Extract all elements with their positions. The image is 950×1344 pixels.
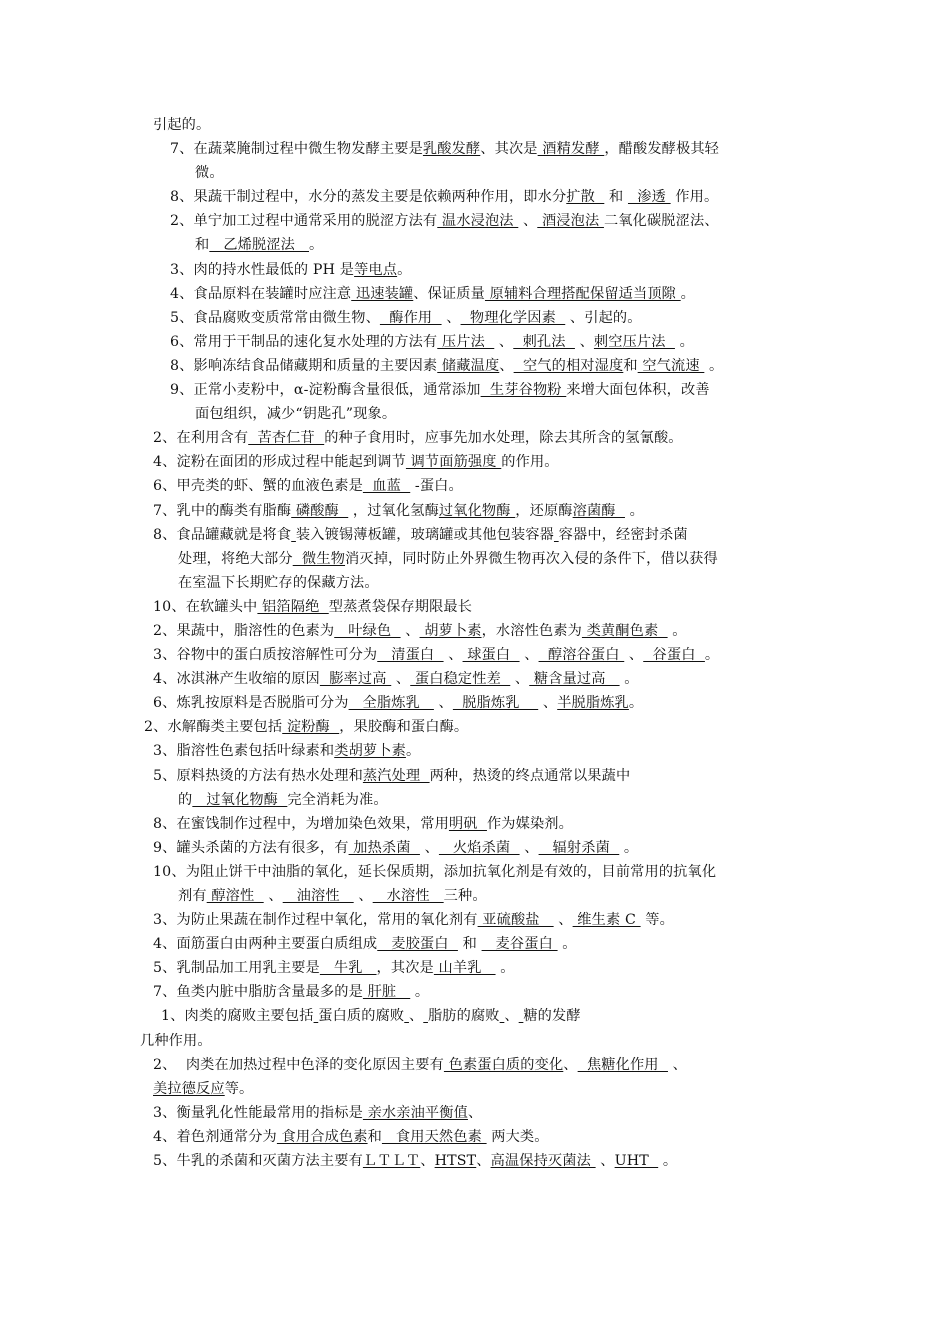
- answer-blank: 醇溶谷蛋白: [538, 647, 625, 664]
- text-line: [0, 185, 950, 209]
- text-segment: 6、常用于干制品的速化复水处理的方法有: [170, 333, 438, 350]
- text-segment: 、: [400, 622, 420, 639]
- text-segment: 、: [441, 309, 461, 326]
- text-line: [0, 209, 950, 233]
- answer-blank: 乙烯脱涩法: [209, 237, 309, 254]
- text-segment: 8、影响冻结食品储藏期和质量的主要因素: [170, 357, 438, 374]
- answer-blank: 刺空压片法: [593, 333, 675, 350]
- answer-blank: 维生素 C: [572, 912, 641, 929]
- answer-blank: 全脂炼乳: [348, 695, 434, 712]
- text-segment: 、: [420, 1153, 435, 1170]
- text-segment: 4、面筋蛋白由两种主要蛋白质组成: [153, 936, 378, 953]
- answer-blank: 亚硫酸盐: [477, 912, 554, 929]
- text-segment: 糖的发酵: [523, 1008, 581, 1025]
- text-segment: 和: [367, 1128, 382, 1145]
- text-segment: 。: [557, 936, 577, 953]
- answer-blank: ＬＴＬＴ: [362, 1153, 421, 1170]
- text-line: [0, 836, 950, 860]
- text-segment: 8、食品罐藏就是将食: [153, 526, 292, 543]
- text-segment: 、: [408, 1008, 424, 1025]
- answer-blank: 酒浸泡法: [537, 213, 604, 230]
- text-segment: 6、炼乳按原料是否脱脂可分为: [153, 695, 349, 712]
- text-line: [0, 306, 950, 330]
- text-segment: 来增大面包体积，改善: [566, 382, 710, 399]
- text-line: [0, 523, 950, 547]
- text-segment: 。: [624, 502, 644, 519]
- text-segment: 二氧化碳脱涩法、: [603, 213, 719, 230]
- answer-blank: 迅速装罐: [351, 285, 414, 302]
- text-line: [0, 691, 950, 715]
- text-segment: 3、谷物中的蛋白质按溶解性可分为: [153, 647, 378, 664]
- text-line: [0, 426, 950, 450]
- text-segment: 、: [391, 671, 411, 688]
- text-segment: 消灭掉，同时防止外界微生物再次入侵的条件下，借以获得: [345, 550, 718, 567]
- document-page: [0, 113, 950, 1173]
- answer-blank: 原辅料合理搭配保留适当顶隙: [484, 285, 681, 302]
- text-line: [0, 1053, 950, 1077]
- text-line: [0, 932, 950, 956]
- answer-blank: 火焰杀菌: [438, 839, 520, 856]
- text-segment: 、: [519, 839, 539, 856]
- text-segment: 。: [704, 647, 720, 664]
- text-segment: ，果胶酶和蛋白酶。: [339, 719, 469, 736]
- answer-blank: 蒸汽处理: [362, 767, 430, 784]
- text-segment: 4、淀粉在面团的形成过程中能起到调节: [153, 454, 406, 471]
- text-segment: 2、单宁加工过程中通常采用的脱涩方法有: [170, 213, 438, 230]
- text-line: [0, 980, 950, 1004]
- text-segment: 3、衡量乳化性能最常用的指标是: [153, 1104, 363, 1121]
- text-line: [0, 1029, 950, 1053]
- text-line: [0, 258, 950, 282]
- answer-blank: HTST: [434, 1153, 477, 1170]
- answer-blank: 食用合成色素: [276, 1128, 368, 1145]
- text-segment: 8、果蔬干制过程中，水分的蒸发主要是依赖两种作用，即水分: [170, 189, 567, 206]
- text-segment: 、: [443, 647, 463, 664]
- text-segment: 在室温下长期贮存的保藏方法。: [178, 574, 379, 591]
- text-segment: 4、着色剂通常分为: [153, 1128, 277, 1145]
- text-line: [0, 956, 950, 980]
- text-segment: 。: [619, 839, 639, 856]
- text-segment: 9、罐头杀菌的方法有很多，有: [153, 839, 349, 856]
- text-segment: 型蒸煮袋保存期限最长: [328, 598, 473, 615]
- text-segment: ，过氧化氢酶: [348, 502, 439, 519]
- text-line: [0, 233, 950, 257]
- text-segment: 8、在蜜饯制作过程中，为增加染色效果，常用: [153, 815, 449, 832]
- text-segment: 蛋白质的腐败: [318, 1008, 405, 1025]
- text-segment: 、: [595, 1153, 615, 1170]
- text-segment: 、: [518, 213, 538, 230]
- answer-blank: 谷蛋白: [643, 647, 705, 664]
- answer-blank: 美拉德反应: [153, 1080, 225, 1097]
- answer-blank: 储藏温度: [437, 357, 500, 374]
- text-line: [0, 378, 950, 402]
- text-segment: 、: [419, 839, 439, 856]
- answer-blank: 物理化学因素: [460, 309, 566, 326]
- text-line: [0, 161, 950, 185]
- text-segment: 、: [353, 888, 373, 904]
- text-line: [0, 113, 950, 137]
- text-segment: 、其次是: [480, 141, 538, 158]
- answer-blank: 微生物: [292, 550, 346, 567]
- text-segment: 10、在软罐头中: [153, 598, 258, 615]
- text-segment: 。: [495, 960, 515, 977]
- text-line: [0, 571, 950, 595]
- text-segment: 引起的。: [153, 117, 211, 133]
- text-segment: 。: [397, 261, 412, 278]
- answer-blank: 脱脂炼乳: [452, 695, 539, 712]
- text-segment: 。: [405, 743, 421, 760]
- answer-blank: 血蓝: [362, 478, 411, 495]
- answer-blank: 牛乳: [319, 960, 377, 977]
- text-segment: 、引起的。: [565, 309, 642, 326]
- answer-blank: 刺孔法: [513, 333, 575, 350]
- text-segment: 5、乳制品加工用乳主要是: [153, 960, 320, 977]
- answer-blank: 麦胶蛋白: [377, 936, 458, 953]
- text-segment: 3、脂溶性色素包括叶绿素和: [153, 743, 335, 760]
- text-segment: 5、牛乳的杀菌和灭菌方法主要有: [153, 1153, 363, 1170]
- text-segment: 。: [680, 285, 696, 302]
- answer-blank: 扩散: [566, 189, 605, 206]
- text-segment: 。: [309, 237, 324, 254]
- text-line: [0, 643, 950, 667]
- text-segment: 装入镀锡薄板罐，玻璃罐或其他包装容器: [295, 526, 554, 543]
- text-line: [0, 715, 950, 739]
- text-line: [0, 764, 950, 788]
- answer-blank: 焦糖化作用: [577, 1056, 668, 1073]
- answer-blank: 空气流速: [637, 357, 705, 374]
- text-line: [0, 908, 950, 932]
- answer-blank: 空气的相对湿度: [513, 357, 624, 374]
- answer-blank: 蛋白稳定性差: [410, 671, 511, 688]
- text-segment: 容器中，经密封杀菌: [558, 526, 688, 543]
- text-segment: 4、冰淇淋产生收缩的原因: [153, 671, 320, 688]
- text-segment: 处理，将绝大部分: [178, 550, 293, 567]
- answer-blank: 乳酸发酵: [422, 141, 481, 158]
- text-segment: 、: [499, 357, 514, 374]
- text-segment: ，还原酶: [515, 502, 573, 519]
- text-line: [0, 474, 950, 498]
- text-segment: 等。: [640, 912, 674, 929]
- text-segment: 和: [457, 936, 482, 953]
- text-segment: 、: [263, 888, 283, 904]
- text-segment: 等。: [224, 1080, 254, 1097]
- text-segment: 9、正常小麦粉中，α-淀粉酶含量很低，通常添加: [170, 382, 481, 399]
- answer-blank: 酒精发酵: [537, 141, 605, 158]
- text-segment: 、: [538, 695, 558, 712]
- answer-blank: 半脱脂炼乳: [557, 695, 629, 712]
- text-line: [0, 739, 950, 763]
- answer-blank: 清蛋白: [377, 647, 444, 664]
- text-segment: 6、甲壳类的虾、蟹的血液色素是: [153, 478, 363, 495]
- text-segment: 。: [619, 671, 639, 688]
- text-line: [0, 499, 950, 523]
- answer-blank: 溶菌酶: [572, 502, 625, 519]
- text-line: [0, 884, 950, 908]
- text-segment: 的种子食用时，应事先加水处理，除去其所含的氢氰酸。: [324, 430, 683, 447]
- text-segment: 5、原料热烫的方法有热水处理和: [153, 767, 363, 784]
- answer-blank: 膨率过高: [319, 671, 392, 688]
- text-line: [0, 547, 950, 571]
- answer-blank: 辐射杀菌: [538, 839, 620, 856]
- text-segment: ，其次是: [376, 960, 434, 977]
- answer-blank: 明矾: [448, 815, 487, 832]
- text-segment: 微。: [195, 165, 224, 182]
- text-segment: 和: [604, 189, 628, 206]
- answer-blank: 叶绿色: [334, 622, 401, 639]
- text-segment: 。: [667, 622, 687, 639]
- text-line: [0, 1101, 950, 1125]
- text-segment: 5、食品腐败变质常常由微生物、: [170, 309, 380, 326]
- answer-blank: UHT: [614, 1153, 659, 1170]
- text-segment: 、: [519, 647, 539, 664]
- answer-blank: 压片法: [437, 333, 495, 350]
- text-segment: 几种作用。: [140, 1032, 212, 1049]
- text-line: [0, 1149, 950, 1173]
- answer-blank: 加热杀菌: [348, 839, 420, 856]
- answer-blank: 生芽谷物粉: [480, 382, 567, 399]
- text-segment: 面包组织，减少“钥匙孔”现象。: [195, 406, 397, 423]
- answer-blank: 淀粉酶: [282, 719, 340, 736]
- text-segment: 脂肪的腐败: [427, 1008, 500, 1025]
- text-segment: ，醋酸发酵极其轻: [604, 141, 720, 158]
- text-segment: 的作用。: [501, 454, 559, 471]
- answer-blank: 酶作用: [379, 309, 442, 326]
- answer-blank: 麦谷蛋白: [481, 936, 558, 953]
- text-line: [0, 812, 950, 836]
- answer-blank: 球蛋白: [462, 647, 520, 664]
- text-line: [0, 1077, 950, 1101]
- text-segment: ，水溶性色素为: [481, 622, 582, 639]
- text-segment: 作为媒染剂。: [486, 815, 573, 832]
- answer-blank: 高温保持灭菌法: [490, 1153, 596, 1170]
- text-segment: 7、鱼类内脏中脂肪含量最多的是: [153, 984, 363, 1001]
- answer-blank: 糖含量过高: [529, 671, 620, 688]
- answer-blank: 磷酸酶: [291, 502, 349, 519]
- text-segment: 2、在利用含有: [153, 430, 249, 447]
- text-segment: 3、肉的持水性最低的 PH 是: [170, 261, 355, 278]
- answer-blank: 苦杏仁苷: [248, 430, 325, 447]
- text-line: [0, 450, 950, 474]
- text-segment: 和: [623, 357, 638, 374]
- text-line: [0, 860, 950, 884]
- text-segment: 2、果蔬中，脂溶性的色素为: [153, 622, 335, 639]
- answer-blank: 渗透: [627, 189, 671, 206]
- text-segment: 7、乳中的酶类有脂酶: [153, 502, 292, 519]
- text-segment: 、: [510, 671, 530, 688]
- answer-blank: 山羊乳: [433, 960, 496, 977]
- text-segment: 剂有: [178, 888, 207, 904]
- text-segment: 、: [553, 912, 573, 929]
- text-segment: 作用。: [670, 189, 719, 206]
- answer-blank: 醇溶性: [206, 888, 264, 904]
- text-line: [0, 788, 950, 812]
- text-segment: 。: [704, 357, 724, 374]
- text-line: [0, 595, 950, 619]
- answer-blank: 温水浸泡法: [437, 213, 519, 230]
- text-line: [0, 1004, 950, 1028]
- text-segment: 三种。: [443, 888, 487, 904]
- text-line: [0, 402, 950, 426]
- text-segment: 、: [574, 333, 594, 350]
- answer-blank: 水溶性: [372, 888, 444, 904]
- text-segment: 、: [467, 1104, 483, 1121]
- answer-blank: 胡萝卜素: [419, 622, 482, 639]
- text-segment: -蛋白。: [410, 478, 463, 495]
- text-segment: 两大类。: [486, 1128, 549, 1145]
- text-line: [0, 282, 950, 306]
- answer-blank: 类黄酮色素: [581, 622, 668, 639]
- text-segment: 和: [195, 237, 210, 254]
- text-segment: 完全消耗为准。: [287, 791, 388, 808]
- text-line: [0, 137, 950, 161]
- text-segment: 两种，热烫的终点通常以果蔬中: [429, 767, 631, 784]
- text-segment: 、: [476, 1153, 491, 1170]
- text-line: [0, 354, 950, 378]
- text-segment: 10、为阻止饼干中油脂的氧化，延长保质期，添加抗氧化剂是有效的，目前常用的抗氧化: [153, 863, 717, 880]
- text-segment: 、: [504, 1008, 519, 1025]
- answer-blank: 油溶性: [282, 888, 354, 904]
- answer-blank: 过氧化物酶: [438, 502, 516, 519]
- answer-blank: 类胡萝卜素: [334, 743, 406, 760]
- text-segment: 、保证质量: [413, 285, 485, 302]
- text-segment: 4、食品原料在装罐时应注意: [170, 285, 352, 302]
- text-line: [0, 667, 950, 691]
- text-segment: 、: [624, 647, 644, 664]
- text-segment: 。: [674, 333, 694, 350]
- text-segment: 。: [658, 1153, 678, 1170]
- text-segment: 3、为防止果蔬在制作过程中氧化，常用的氧化剂有: [153, 912, 478, 929]
- text-segment: 。: [410, 984, 430, 1001]
- text-line: [0, 619, 950, 643]
- answer-blank: 等电点: [354, 261, 398, 278]
- answer-blank: 过氧化物酶: [192, 791, 288, 808]
- answer-blank: 铝箔隔绝: [257, 598, 329, 615]
- text-segment: 、: [667, 1056, 687, 1073]
- answer-blank: 肝脏: [362, 984, 411, 1001]
- answer-blank: 色素蛋白质的变化: [443, 1056, 564, 1073]
- answer-blank: 亲水亲油平衡值: [362, 1104, 468, 1121]
- text-segment: 、: [494, 333, 514, 350]
- text-segment: 7、在蔬菜腌制过程中微生物发酵主要是: [170, 141, 423, 158]
- text-segment: 、: [433, 695, 453, 712]
- text-segment: 。: [628, 695, 644, 712]
- text-segment: 2、 肉类在加热过程中色泽的变化原因主要有: [153, 1056, 444, 1073]
- text-segment: 2、水解酶类主要包括: [144, 719, 283, 736]
- text-segment: 的: [178, 791, 193, 808]
- text-segment: 、: [563, 1056, 578, 1073]
- text-segment: 1、肉类的腐败主要包括: [161, 1008, 314, 1025]
- text-line: [0, 330, 950, 354]
- text-line: [0, 1125, 950, 1149]
- answer-blank: 调节面筋强度: [405, 454, 502, 471]
- answer-blank: 食用天然色素: [381, 1128, 487, 1145]
